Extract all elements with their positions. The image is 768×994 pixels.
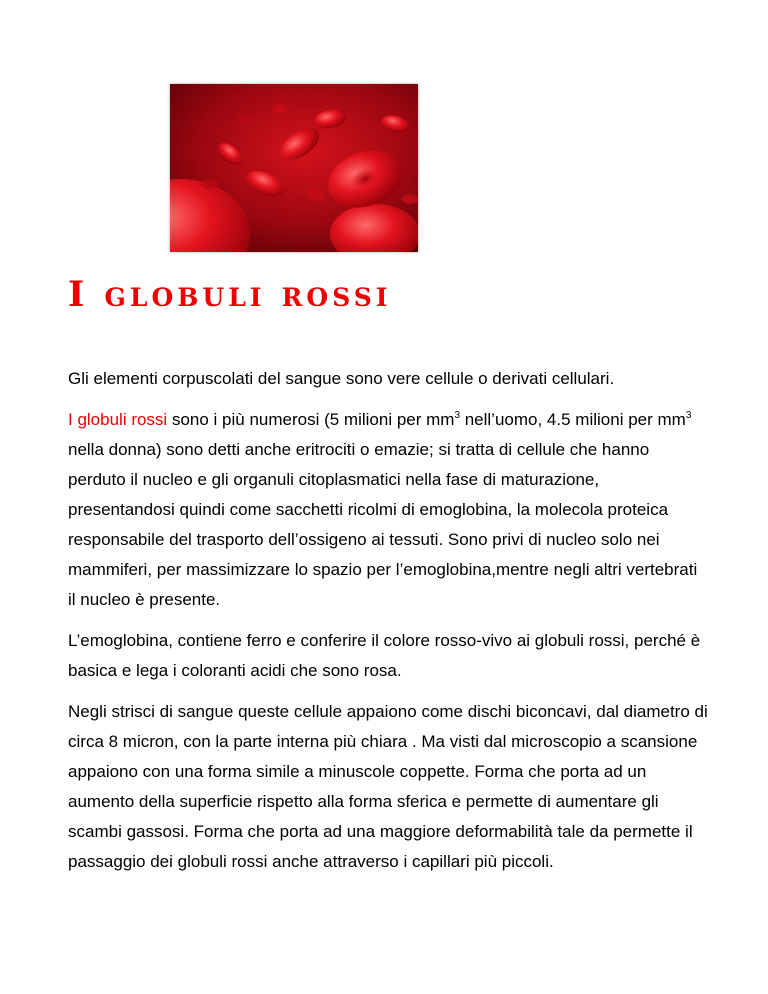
paragraph-shape: Negli strisci di sangue queste cellule appaiono come dischi biconcavi, dal diametro di circa 8 micron, con la parte interna più chiara . Ma visti dal microscopio a scansione appaiono con una forma simile a minuscole coppette. Forma che porta ad un aumento della superficie rispetto alla forma sferica e permette di aumentare gli scambi gassosi. Forma che porta ad una maggiore deformabilità tale da permette il passaggio dei globuli rossi anche attraverso i capillari più piccoli.: [68, 702, 708, 871]
paragraph-red-cells: [68, 405, 708, 615]
paragraph-intro: Gli elementi corpuscolati del sangue sono vere cellule o derivati cellulari.: [68, 369, 615, 388]
highlighted-term: I globuli rossi: [68, 410, 168, 429]
article-body: [68, 364, 708, 888]
red-blood-cells-image: [170, 84, 418, 252]
superscript: 3: [685, 410, 692, 421]
paragraph-hemoglobin: L’emoglobina, contiene ferro e conferire il colore rosso-vivo ai globuli rossi, perché è basica e lega i coloranti acidi che sono rosa.: [68, 631, 701, 680]
superscript: 3: [454, 410, 460, 421]
paragraph-text: sono i più numerosi (5 milioni per mm: [167, 410, 455, 429]
page-title: I globuli rossi: [68, 274, 392, 315]
paragraph-text: nell’uomo, 4.5 milioni per mm: [460, 410, 686, 429]
paragraph-text: nella donna) sono detti anche eritrociti o emazie; si tratta di cellule che hanno perduto il nucleo e gli organuli citoplasmatici nella fase di maturazione, presentandosi quindi come sacchetti ricolmi di emoglobina, la molecola proteica responsabile del trasporto dell’ossigeno ai tessuti. Sono privi di nucleo solo nei mammiferi, per massimizzare lo spazio per l’emoglobina,mentre negli altri vertebrati il nucleo è presente.: [68, 440, 698, 609]
